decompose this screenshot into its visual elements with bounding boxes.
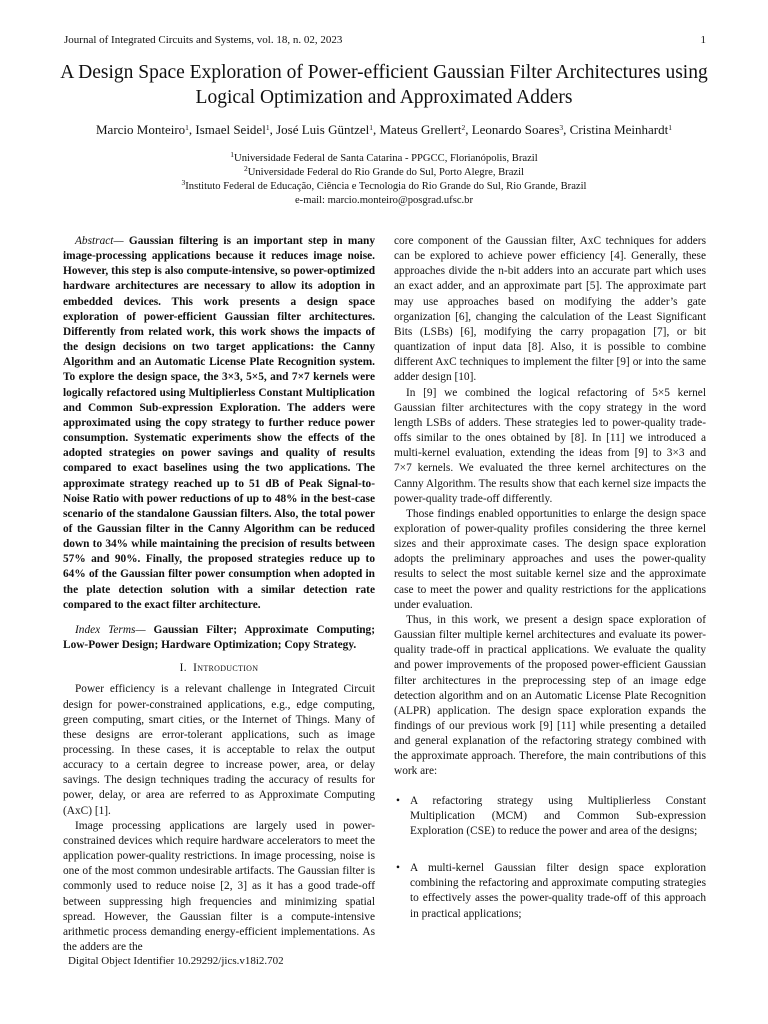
body-paragraph: Those findings enabled opportunities to enlarge the design space exploration of power-quality profiles considering the three kernel sizes and their approximate cases. The design space exploration adopts the preliminary approaches and uses the power-quality results to select the most suitable kernel size and the approximate case to meet the power and quality restrictions for the applications under evaluation.	[394, 507, 706, 611]
affiliation: $^3$Instituto Federal de Educação, Ciência e Tecnologia do Rio Grande do Sul, Rio Grande, Brazil	[181, 178, 587, 192]
affiliations	[30, 152, 738, 208]
abstract-text: Gaussian filtering is an important step in many image-processing applications because it reduces image noise. However, this step is also compute-intensive, so power-optimized hardware architectures are necessary to allow its adoption in embedded devices. This work presents a design space exploration of power-efficient Gaussian filter architectures. Differently from related work, this work shows the impacts of the design decisions on two target applications: the Canny Algorithm and an Automatic License Plate Recognition system. To explore the design space, the 3×3, 5×5, and 7×7 kernels were logically refactored using Multiplierless Constant Multiplication and Common Sub-expression Exploration. The adders were approximated using the copy strategy to further reduce power consumption. Systematic experiments show the effects of the adopted strategies on power savings and quality of results compared to exact baselines using the two applications. The approximate strategy reached up to 51 dB of Peak Signal-to-Noise Ratio with power reductions of up to 48% in the best-case scenario of the standalone Gaussian filters. Also, the total power of the Gaussian filter in the Canny Algorithm can be reduced down to 34% while maintaining the precision of results between 57% and 90%. Finally, the proposed strategies reduce up to 64% of the Gaussian filter power consumption when adopted in the plate detection solution with a similar detection rate compared to the exact filter architecture.	[63, 235, 375, 611]
author: Leonardo Soares$^3$,	[471, 122, 570, 137]
body-paragraph: core component of the Gaussian filter, AxC techniques for adders can be explored to achieve power efficiency [4]. Generally, these approaches divide the n-bit adders into an accurate part which uses an exact adder, and an approximate part [5]. The approximate part may use approaches based on modifying the adder’s gate organization [6], changing the calculation of the Least Significant Bits (LSBs) [6], modifying the carry propagation [7], or bit quantization of input data [8]. Also, it is possible to combine different AxC techniques to implement the filter [9] or into the same adder design [10].	[394, 235, 706, 384]
index-terms	[63, 623, 375, 653]
list-item: • A refactoring strategy using Multiplierless Constant Multiplication (MCM) and Common Sub-expression Exploration (CSE) to reduce the power and area of the designs;	[396, 794, 706, 837]
contact-email: e-mail: marcio.monteiro@posgrad.ufsc.br	[294, 195, 474, 206]
body-paragraph: In [9] we combined the logical refactoring of 5×5 kernel Gaussian filter architectures with the copy strategy in the word length LSBs of adders. These strategies led to power-quality trade-offs similar to the ones obtained by [8]. In [11] we introduced a multi-kernel evaluation, extending the ideas from [9] to 3×3 and 7×7 kernels. We evaluated the three kernel architectures on the Canny Algorithm. The results show that each kernel size impacts the power-quality trade-off differently.	[394, 386, 706, 505]
paper-title: A Design Space Exploration of Power-efficient Gaussian Filter Architectures using Logical Optimization and Approximated Adders	[60, 62, 708, 108]
list-item: • A multi-kernel Gaussian filter design space exploration combining the refactoring and approximate computing strategies to effectively asses the power-quality trade-off of this approach in practical applications;	[396, 862, 706, 920]
author-list	[30, 122, 738, 138]
abstract	[63, 234, 375, 613]
affiliation: $^1$Universidade Federal de Santa Catarina - PPGCC, Florianópolis, Brazil	[230, 150, 538, 164]
author: Mateus Grellert$^2$,	[379, 122, 472, 137]
left-column	[63, 234, 375, 955]
right-column	[394, 234, 706, 944]
bullet-icon: •	[396, 862, 400, 875]
journal-name: Journal of Integrated Circuits and Systems, vol. 18, n. 02, 2023	[64, 34, 343, 46]
contribution-list	[394, 794, 706, 922]
body-paragraph: Power efficiency is a relevant challenge in Integrated Circuit design for power-constrained applications, e.g., edge computing, green computing, smart cities, or the Internet of Things. Many of these designs are error-tolerant applications, such as image processing. In these cases, it is acceptable to relax the output accuracy to a certain degree to increase power, area, or delay savings. The design techniques trading the accuracy of results for power, delay, or area are referred to as Approximate Computing (AxC) [1].	[63, 683, 375, 817]
author: Cristina Meinhardt$^1$	[569, 122, 672, 137]
page-number: 1	[700, 34, 706, 46]
body-paragraph: Thus, in this work, we present a design space exploration of Gaussian filter multiple kernel architectures and evaluate its power-quality trade-off in practical applications. We evaluate the quality and power improvements of the proposed power-efficient Gaussian filter architectures in the preprocessing step of an image edge detection algorithm and on an Automatic License Plate Recognition (ALPR) application. The design space exploration expands the findings of our previous work [9] [11] while presenting a detailed and general explanation of the refactoring strategy combined with the approximate approach. Therefore, the main contributions of this work are:	[394, 613, 706, 778]
doi-footer: Digital Object Identifier 10.29292/jics.v18i2.702	[68, 955, 284, 967]
affiliation: $^2$Universidade Federal do Rio Grande do Sul, Porto Alegre, Brazil	[243, 164, 524, 178]
bullet-icon: •	[396, 794, 400, 807]
index-terms-label: Index Terms—	[75, 623, 146, 636]
section-heading: I. Introduction	[179, 662, 259, 675]
author: Marcio Monteiro$^1$,	[96, 122, 196, 137]
body-paragraph: Image processing applications are largely used in power-constrained devices which require hardware accelerators to meet the application power-quality restrictions. In image processing, noise is one of the most common undesirable artifacts. The Gaussian filter is commonly used to reduce noise [2, 3] as it has a good trade-off between suppressing high frequencies and minimizing spatial spread. However, the Gaussian filter is a compute-intensive arithmetic process demanding energy-efficient implementations. As the adders are the	[63, 819, 375, 954]
abstract-label: Abstract—	[75, 235, 124, 247]
author: Ismael Seidel$^1$,	[195, 122, 277, 137]
author: José Luis Güntzel$^1$,	[276, 122, 380, 137]
index-terms-text: Gaussian Filter; Approximate Computing; Low-Power Design; Hardware Optimization; Copy Strategy.	[63, 623, 375, 652]
